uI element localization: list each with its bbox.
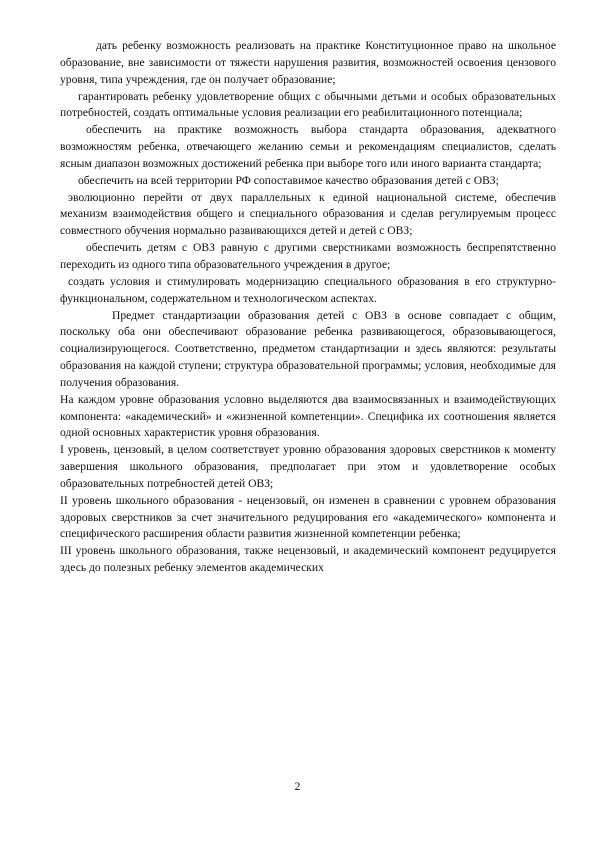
paragraph-3: обеспечить на практике возможность выбора стандарта образования, адекватного возможностям ребенка, отвечающего желанию семьи и рекомендациям специалистов, сделать ясным диапазон возможных достижений ребенка при выборе того или иного варианта стандарта; — [60, 123, 556, 170]
paragraph-2: гарантировать ребенку удовлетворение общих с обычными детьми и особых образовательных потребностей, создать оптимальные условия реализации его реабилитационного потенциала; — [60, 89, 556, 120]
paragraph-1: дать ребенку возможность реализовать на практике Конституционное право на школьное образование, вне зависимости от тяжести нарушения развития, возможностей освоения цензового уровня, типа учреждения, где он получает образование; — [60, 39, 556, 86]
paragraph-11: II уровень школьного образования - нецензовый, он изменен в сравнении с уровнем образования здоровых сверстников за счет значительного редуцирования его «академического» компонента и специфического расширения области развития жизненной компетенции ребенка; — [60, 493, 556, 541]
paragraph-7: создать условия и стимулировать модернизацию специального образования в его структурно-функциональном, содержательном и технологическом аспектах. — [60, 274, 556, 305]
paragraph-12: III уровень школьного образования, также нецензовый, и академический компонент редуцируется здесь до полезных ребенку элементов академических — [60, 544, 556, 575]
paragraph-5: эволюционно перейти от двух параллельных к единой национальной системе, обеспечив механизм взаимодействия общего и специального образования и сделав регулируемым процесс совместного обучения нормально развивающихся детей и детей с ОВЗ; — [60, 190, 556, 238]
page-number: 2 — [294, 780, 301, 793]
paragraph-10: I уровень, цензовый, в целом соответствует уровню образования здоровых сверстников к моменту завершения школьного образования, предполагает при этом и удовлетворение особых образовательных потребностей детей ОВЗ; — [60, 443, 556, 490]
paragraph-6: обеспечить детям с ОВЗ равную с другими сверстниками возможность беспрепятственно переходить из одного типа образовательного учреждения в другое; — [60, 241, 556, 271]
body-text — [60, 38, 556, 577]
paragraph-9: На каждом уровне образования условно выделяются два взаимосвязанных и взаимодействующих компонента: «академический» и «жизненной компетенции». Специфика их соотношения является одной основных характеристик уровня образования. — [60, 392, 556, 440]
paragraph-4: обеспечить на всей территории РФ сопоставимое качество образования детей с ОВЗ; — [78, 173, 499, 187]
paragraph-8: Предмет стандартизации образования детей с ОВЗ в основе совпадает с общим, поскольку оба они обеспечивают образование ребенка развивающегося, образовывающегося, социализирующегося. Соответственно, предметом стандартизации и здесь являются: результаты образования на каждой ступени; структура образовательной программы; условия, необходимые для получения образования. — [60, 308, 556, 389]
